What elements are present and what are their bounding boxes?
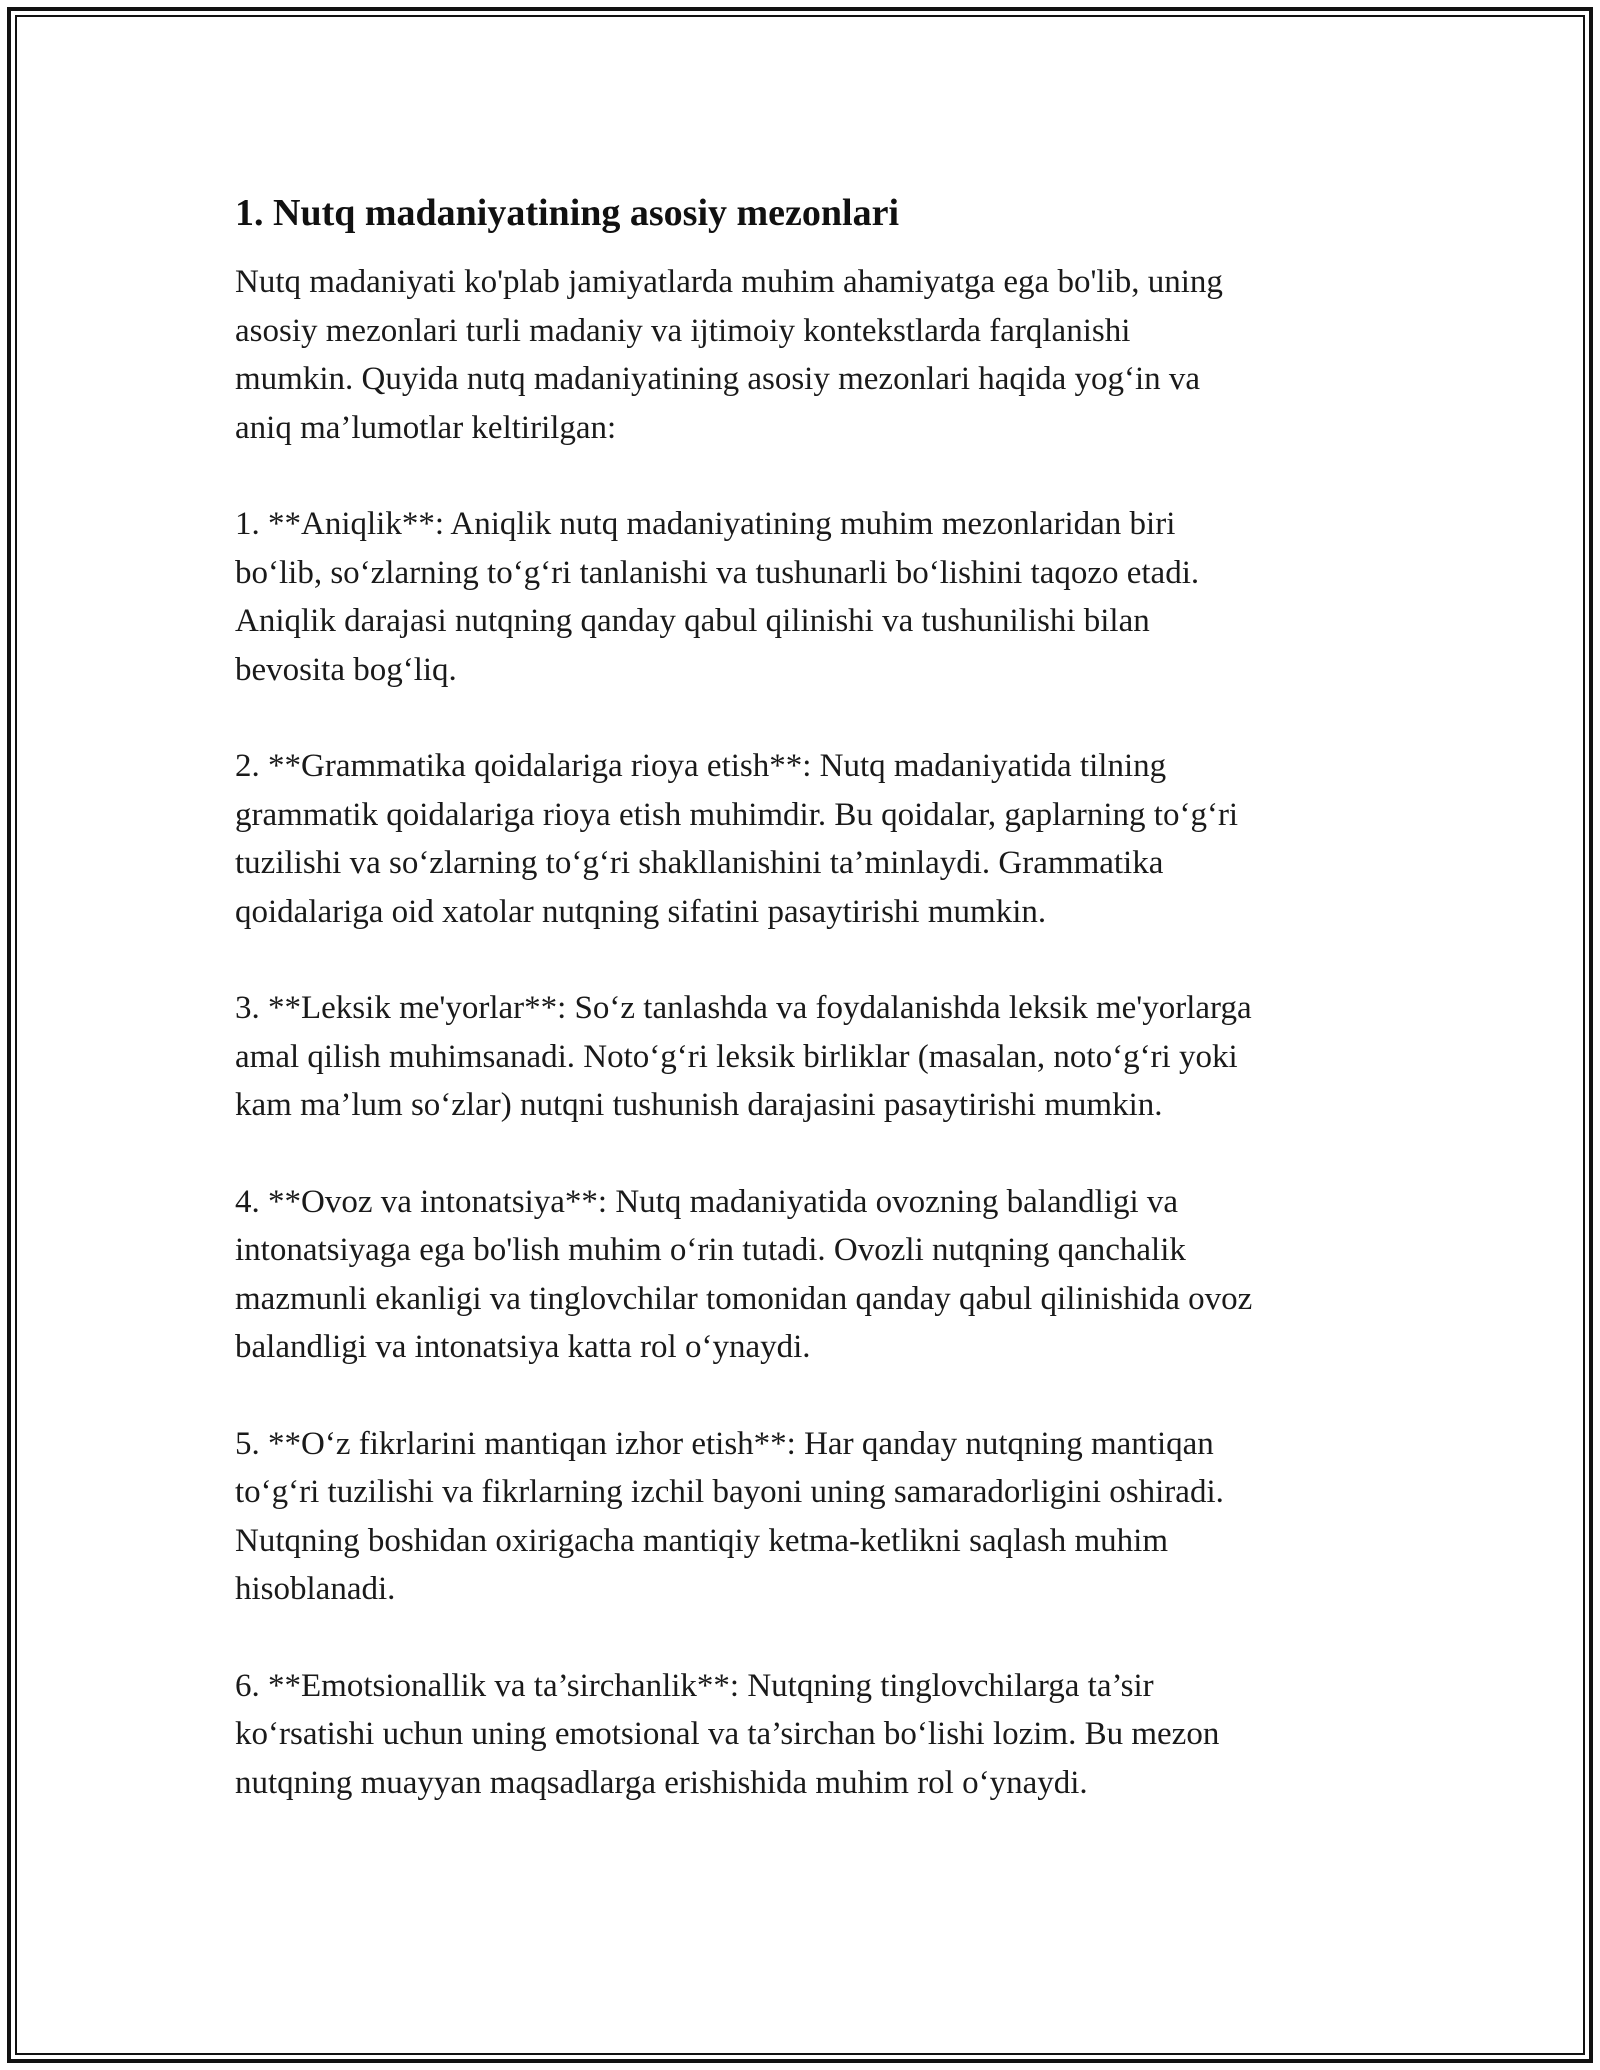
criterion-emotsionallik xyxy=(235,1662,1375,1808)
paragraph-line: 4. **Ovoz va intonatsiya**: Nutq madaniyatida ovozning balandligi va xyxy=(235,1183,1179,1220)
document-body xyxy=(235,186,1375,1855)
paragraph-line: bo‘lib, so‘zlarning to‘g‘ri tanlanishi va tushunarli bo‘lishini taqozo etadi. xyxy=(235,554,1200,591)
paragraph-line: to‘g‘ri tuzilishi va fikrlarning izchil bayoni uning samaradorligini oshiradi. xyxy=(235,1474,1224,1510)
paragraph-line: kam ma’lum so‘zlar) nutqni tushunish darajasini pasaytirishi mumkin. xyxy=(235,1087,1163,1123)
paragraph-line: 1. **Aniqlik**: Aniqlik nutq madaniyatining muhim mezonlaridan biri xyxy=(235,506,1176,542)
paragraph-line: Nutqning boshidan oxirigacha mantiqiy ketma-ketlikni saqlash muhim xyxy=(235,1522,1169,1559)
intro-paragraph xyxy=(235,258,1375,452)
paragraph-line: tuzilishi va so‘zlarning to‘g‘ri shakllanishini ta’minlaydi. Grammatika xyxy=(235,845,1164,881)
paragraph-line: 2. **Grammatika qoidalariga rioya etish**: Nutq madaniyatida tilning xyxy=(235,748,1167,784)
paragraph-line: amal qilish muhimsanadi. Noto‘g‘ri leksik birliklar (masalan, noto‘g‘ri yoki xyxy=(235,1038,1238,1075)
paragraph-line: qoidalariga oid xatolar nutqning sifatini pasaytirishi mumkin. xyxy=(235,893,1047,930)
paragraph-line: Aniqlik darajasi nutqning qanday qabul qilinishi va tushunilishi bilan xyxy=(235,603,1150,639)
criterion-mantiq xyxy=(235,1420,1375,1614)
criterion-grammatika xyxy=(235,742,1375,936)
paragraph-line: balandligi va intonatsiya katta rol o‘ynaydi. xyxy=(235,1329,811,1365)
paragraph-line: ko‘rsatishi uchun uning emotsional va ta’sirchan bo‘lishi lozim. Bu mezon xyxy=(235,1716,1220,1752)
criterion-ovoz xyxy=(235,1178,1375,1372)
paragraph-line: 3. **Leksik me'yorlar**: So‘z tanlashda va foydalanishda leksik me'yorlarga xyxy=(235,990,1252,1026)
paragraph-line: grammatik qoidalariga rioya etish muhimdir. Bu qoidalar, gaplarning to‘g‘ri xyxy=(235,796,1239,833)
document-heading: 1. Nutq madaniyatining asosiy mezonlari xyxy=(235,192,900,234)
paragraph-line: bevosita bog‘liq. xyxy=(235,651,457,688)
paragraph-line: mazmunli ekanligi va tinglovchilar tomonidan qanday qabul qilinishida ovoz xyxy=(235,1280,1253,1317)
criterion-aniqlik xyxy=(235,500,1375,694)
paragraph-line: 6. **Emotsionallik va ta’sirchanlik**: Nutqning tinglovchilarga ta’sir xyxy=(235,1667,1154,1704)
intro-line: aniq ma’lumotlar keltirilgan: xyxy=(235,409,617,446)
criterion-leksik xyxy=(235,984,1375,1130)
intro-line: asosiy mezonlari turli madaniy va ijtimoiy kontekstlarda farqlanishi xyxy=(235,312,1131,349)
intro-line: Nutq madaniyati ko'plab jamiyatlarda muhim ahamiyatga ega bo'lib, uning xyxy=(235,264,1223,300)
paragraph-line: 5. **O‘z fikrlarini mantiqan izhor etish**: Har qanday nutqning mantiqan xyxy=(235,1425,1214,1462)
paragraph-line: hisoblanadi. xyxy=(235,1571,396,1607)
paragraph-line: intonatsiyaga ega bo'lish muhim o‘rin tutadi. Ovozli nutqning qanchalik xyxy=(235,1232,1186,1268)
paragraph-line: nutqning muayyan maqsadlarga erishishida muhim rol o‘ynaydi. xyxy=(235,1764,1088,1801)
intro-line: mumkin. Quyida nutq madaniyatining asosiy mezonlari haqida yog‘in va xyxy=(235,361,1201,397)
